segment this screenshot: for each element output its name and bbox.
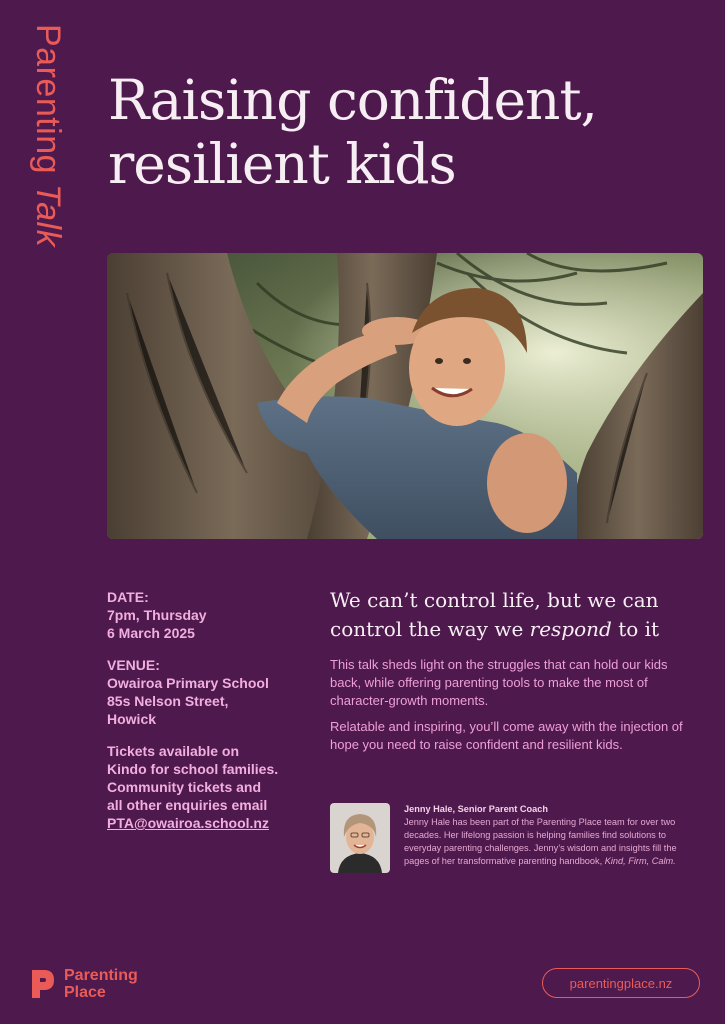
coach-portrait-image: [330, 803, 390, 873]
tagline-part-2: to it: [618, 617, 660, 641]
parenting-place-logo-icon: [30, 968, 56, 1000]
side-title: [28, 24, 68, 324]
tagline-emphasis: respond: [529, 617, 612, 641]
coach-book-title: Kind, Firm, Calm.: [604, 856, 676, 866]
coach-bio-text: Jenny Hale has been part of the Parenting Place team for over two decades. Her lifelong passion is helping families find solutions to everyday parenting challenges. Jenny’s wisdom and insights fill the pages of her transformative parenting handbook,: [404, 817, 677, 866]
tagline-part-1: We can’t control life, but we can control the way we: [330, 588, 659, 641]
coach-bio: [404, 803, 704, 868]
tickets-line-4: all other enquiries email: [107, 797, 268, 813]
venue-label: VENUE:: [107, 657, 160, 673]
date-line-1: 7pm, Thursday: [107, 607, 207, 623]
venue-block: [107, 656, 307, 728]
coach-name: Jenny Hale, Senior Parent Coach: [404, 804, 548, 814]
website-link[interactable]: parentingplace.nz: [542, 968, 700, 998]
parenting-place-logo[interactable]: [30, 964, 138, 1004]
venue-line-2: 85s Nelson Street,: [107, 693, 229, 709]
tickets-line-3: Community tickets and: [107, 779, 262, 795]
event-info: [107, 588, 307, 846]
boy-in-tree-illustration: [107, 253, 703, 539]
tickets-block: [107, 742, 307, 832]
logo-word-1: Parenting: [64, 967, 138, 984]
description-paragraph-2: Relatable and inspiring, you’ll come away with the injection of hope you need to raise confident and resilient kids.: [330, 719, 683, 752]
side-title-main: Parenting: [29, 24, 67, 175]
date-block: [107, 588, 307, 642]
date-label: DATE:: [107, 589, 149, 605]
headline-line-2: resilient kids: [108, 132, 456, 196]
tagline: [330, 586, 710, 644]
venue-line-1: Owairoa Primary School: [107, 675, 269, 691]
coach-avatar: [330, 803, 390, 873]
page-title: [108, 68, 708, 196]
tickets-line-1: Tickets available on: [107, 743, 240, 759]
tickets-line-2: Kindo for school families.: [107, 761, 279, 777]
date-line-2: 6 March 2025: [107, 625, 195, 641]
logo-word-2: Place: [64, 984, 106, 1001]
hero-photo: [107, 253, 703, 539]
side-title-italic: Talk: [29, 184, 67, 248]
headline-line-1: Raising confident,: [108, 68, 598, 132]
email-link[interactable]: PTA@owairoa.school.nz: [107, 815, 269, 831]
description-paragraph-1: This talk sheds light on the struggles that can hold our kids back, while offering parenting tools to make the most of character-growth moments.: [330, 657, 668, 708]
venue-line-3: Howick: [107, 711, 157, 727]
